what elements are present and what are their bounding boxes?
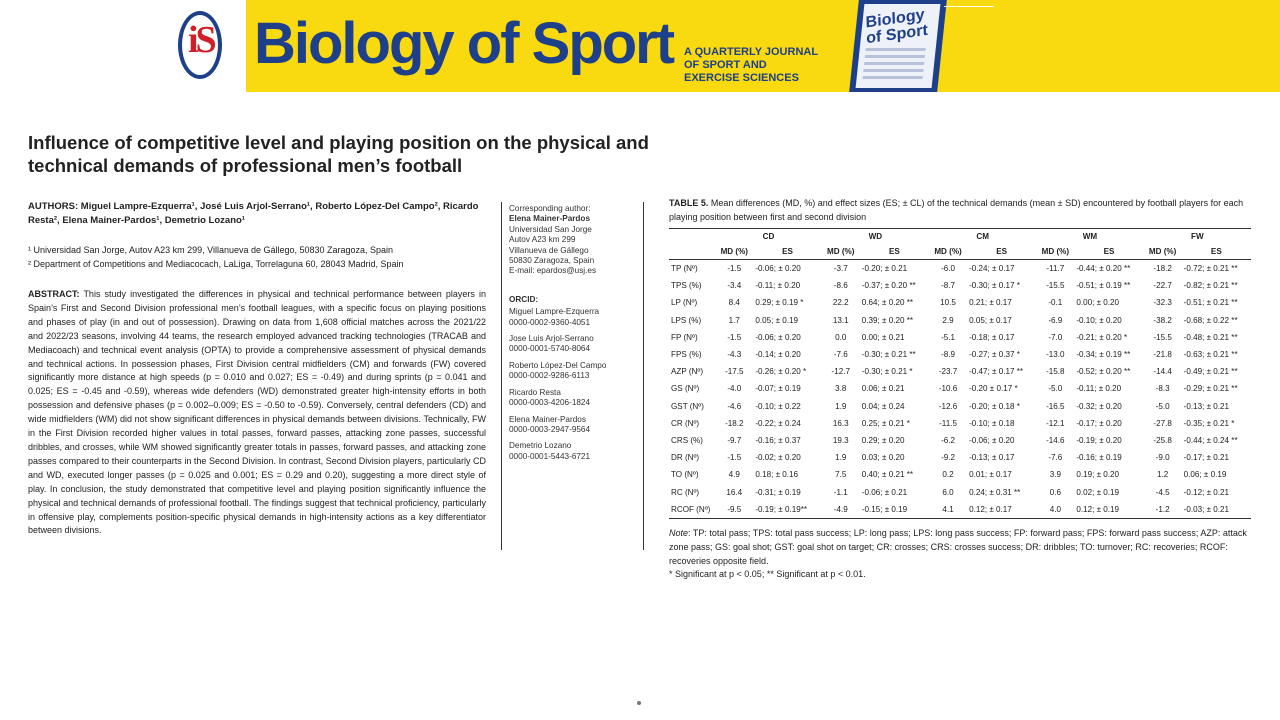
es-cell: 0.25; ± 0.21 * — [861, 418, 910, 428]
es-cell: 0.00; ± 0.20 — [1076, 298, 1120, 308]
table-row — [669, 329, 1251, 346]
orcid-name: Ricardo Resta — [509, 387, 561, 397]
es-cell: -0.68; ± 0.22 ** — [1183, 315, 1238, 325]
md-cell: -1.1 — [833, 487, 848, 497]
es-cell: 0.12; ± 0.19 — [1074, 501, 1143, 519]
es-cell: -0.32; ± 0.20 — [1076, 401, 1122, 411]
orcid-name: Miguel Lampre-Ezquerra — [509, 307, 600, 317]
table-subheader-cell: ES — [860, 244, 929, 260]
journal-subtitle-line: OF SPORT AND — [684, 59, 767, 71]
es-cell: -0.10; ± 0.20 — [1076, 315, 1122, 325]
column-divider — [643, 202, 644, 550]
es-cell: -0.10; ± 0.18 — [969, 418, 1015, 428]
es-cell: -0.17; ± 0.20 — [1076, 418, 1122, 428]
md-cell: -1.5 — [727, 332, 742, 342]
es-cell: 0.24; ± 0.31 ** — [969, 487, 1021, 497]
table-row — [669, 415, 1251, 432]
cover-title: Biology of Sport — [865, 6, 929, 48]
row-label: GST (Nº) — [671, 401, 704, 411]
orcid-name: Demetrio Lozano — [509, 441, 572, 451]
es-cell: 0.05; ± 0.19 — [755, 315, 799, 325]
md-cell: 10.5 — [940, 298, 956, 308]
es-cell: -0.21; ± 0.20 * — [1076, 332, 1128, 342]
md-cell: -14.6 — [1046, 435, 1065, 445]
orcid-entry — [509, 307, 633, 328]
md-cell: -8.6 — [833, 281, 848, 291]
table-subheader-cell: ES — [967, 244, 1036, 260]
table-row — [669, 277, 1251, 294]
md-cell: -6.0 — [941, 264, 956, 274]
abstract-text: This study investigated the differences in physical and technical performance between players in Spain’s First and Second Division professional men’s football leagues, with a specific focus on playing positions and phases of play (in and out of possession). Drawing on data from 1,608 official matches across the 2021/22 and 2022/23 seasons, involving 44 teams, the research employed advanced tracking technologies (TRACAB and Mediacoach) and technical event analysis (OPTA) to provide a comprehensive assessment of physical demands and technical actions. In possession phases, First Division central midfielders (CM) and forwards (FW) covered significantly more distance at high speeds (p = 0.010 and 0.027; ES = -0.49) and during sprints (p = 0.041 and 0.025; ES = -0.45 and -0.59), whereas wide defenders (WD) demonstrated greater high-intensity efforts in both possession and defensive phases (p = 0.002–0.009; ES = -0.50 to -0.59). Conversely, central defenders (CD) and wide midfielders (WM) did not show significant differences in physical demands between divisions. Technically, FW in the First Division recorded higher values in total passes, forward passes, attacking zone passes, successful dribbles, and crosses, while WM showed significantly greater totals in passes, forward passes, and attacking zone passes compared to their counterparts in the Second Division. In contrast, Second Division players, particularly CD and WD, executed longer passes (p = 0.025 and 0.001; ES = 0.29 and 0.20), suggesting a more direct style of play. In conclusion, the study demonstrated that competitive level and playing position significantly influence the physical and technical demands of professional football. The findings suggest that technical proficiency, particularly in offensive play, complements position-specific physical demands in high-intensity actions as a key differentiator between divisions. — [28, 289, 486, 536]
md-cell: -15.5 — [1046, 281, 1065, 291]
journal-name: Biology of Sport — [254, 11, 674, 76]
md-cell: -7.0 — [1048, 332, 1063, 342]
md-cell: 22.2 — [832, 298, 849, 308]
md-cell: -4.9 — [822, 501, 860, 519]
abstract-label: ABSTRACT: — [28, 289, 80, 299]
md-cell: -6.9 — [1048, 315, 1063, 325]
es-cell: -0.20 ± 0.17 * — [969, 384, 1018, 394]
authors-list: Miguel Lampre-Ezquerra¹, José Luis Arjol-Serrano¹, Roberto López-Del Campo², Ricardo Resta², Elena Mainer-Pardos¹, Demetrio Lozano¹ — [28, 201, 479, 226]
md-cell: 19.3 — [832, 435, 849, 445]
es-cell: -0.17; ± 0.21 — [1183, 453, 1230, 463]
table-subheader-cell: ES — [753, 244, 821, 260]
md-cell: -0.1 — [1048, 298, 1063, 308]
es-cell: -0.51; ± 0.21 ** — [1183, 298, 1238, 308]
note-text: : TP: total pass; TPS: total pass success; LP: long pass; LPS: long pass success; FP: forward pass; FPS: forward pass success; AZP: attack zone pass; GS: goal shot; GST: goal shot on target; CR: crosses; CRS: crosses success; DR: dribbles; TO: turnover; RC: recoveries; RCOF: recoveries opposite field. — [669, 528, 1247, 566]
affiliations — [28, 243, 498, 271]
md-cell: 0.6 — [1049, 487, 1061, 497]
md-cell: -3.4 — [727, 281, 742, 291]
md-cell: -9.2 — [941, 453, 956, 463]
es-cell: -0.07; ± 0.19 — [755, 384, 801, 394]
orcid-id[interactable]: 0000-0003-4206-1824 — [509, 398, 591, 408]
data-table — [669, 228, 1251, 519]
es-cell: 0.21; ± 0.17 — [969, 298, 1012, 308]
md-cell: -7.6 — [833, 350, 848, 360]
corresponding-label: Corresponding author: — [509, 204, 591, 213]
orcid-entry — [509, 388, 633, 409]
corresponding-line: Universidad San Jorge — [509, 224, 592, 234]
md-cell: -8.3 — [1155, 384, 1170, 394]
md-cell: -4.3 — [727, 350, 742, 360]
orcid-label: ORCID: — [509, 294, 539, 304]
es-cell: -0.19; ± 0.20 — [1076, 435, 1122, 445]
note-label: Note — [669, 528, 689, 538]
orcid-id[interactable]: 0000-0002-9360-4051 — [509, 317, 591, 327]
table-caption — [669, 196, 1253, 224]
md-cell: -4.5 — [1155, 487, 1170, 497]
row-label: LPS (%) — [671, 315, 702, 325]
row-label: CRS (%) — [671, 435, 703, 445]
table-subheader-row — [669, 244, 1251, 260]
table-subheader-cell: ES — [1074, 244, 1143, 260]
journal-subtitle — [684, 46, 824, 85]
md-cell: -12.6 — [938, 401, 958, 411]
md-cell: 4.9 — [728, 470, 740, 480]
md-cell: -3.7 — [833, 264, 848, 274]
table-row — [669, 312, 1251, 329]
es-cell: -0.44; ± 0.20 ** — [1076, 264, 1131, 274]
md-cell: 16.4 — [726, 487, 743, 497]
es-cell: -0.12; ± 0.21 — [1183, 487, 1230, 497]
md-cell: -5.0 — [1048, 384, 1063, 394]
table-header-blank — [669, 229, 715, 245]
md-cell: -12.7 — [831, 367, 850, 377]
md-cell: 16.3 — [832, 418, 849, 428]
table-header-position: WM — [1036, 229, 1143, 245]
es-cell: -0.30; ± 0.21 ** — [861, 350, 916, 360]
es-cell: -0.02; ± 0.20 — [755, 453, 801, 463]
md-cell: -23.7 — [938, 367, 958, 377]
article-title: Influence of competitive level and playing position on the physical and technical demands of professional men’s football — [28, 132, 649, 176]
es-cell: 0.12; ± 0.17 — [967, 501, 1036, 519]
es-cell: 0.39; ± 0.20 ** — [861, 315, 914, 325]
md-cell: 2.9 — [942, 315, 954, 325]
es-cell: -0.63; ± 0.21 ** — [1183, 350, 1238, 360]
es-cell: -0.06; ± 0.20 — [755, 332, 801, 342]
es-cell: -0.20; ± 0.21 — [861, 264, 908, 274]
es-cell: 0.06; ± 0.21 — [861, 384, 905, 394]
row-label: RCOF (Nº) — [669, 501, 715, 519]
es-cell: 0.18; ± 0.16 — [755, 470, 799, 480]
orcid-id[interactable]: 0000-0002-9286-6113 — [509, 371, 590, 381]
md-cell: -1.5 — [727, 264, 742, 274]
md-cell: 7.5 — [835, 470, 847, 480]
table-header-position: CD — [715, 229, 821, 245]
significance-note: * Significant at p < 0.05; ** Significant at p < 0.01. — [669, 569, 866, 580]
md-cell: -21.8 — [1153, 350, 1172, 360]
es-cell: -0.22; ± 0.24 — [755, 418, 801, 428]
md-cell: -13.0 — [1046, 350, 1065, 360]
md-cell: -10.6 — [938, 384, 958, 394]
row-label: GS (Nº) — [671, 384, 700, 394]
table-row — [669, 260, 1251, 278]
orcid-name: Elena Mainer-Pardos — [509, 414, 586, 424]
row-label: AZP (Nº) — [671, 367, 704, 377]
es-cell: -0.18; ± 0.17 — [969, 332, 1015, 342]
row-label: TP (Nº) — [671, 264, 698, 274]
es-cell: -0.26; ± 0.20 * — [755, 367, 807, 377]
es-cell: -0.16; ± 0.19 — [1076, 453, 1122, 463]
table-notes — [669, 527, 1253, 582]
es-cell: -0.44; ± 0.24 ** — [1183, 435, 1238, 445]
md-cell: 1.7 — [728, 315, 740, 325]
table-caption-text: Mean differences (MD, %) and effect sizes (ES; ± CL) of the technical demands (mean ± SD) encountered by football players for each playing position between first and second division — [669, 198, 1244, 222]
column-divider — [501, 202, 502, 550]
es-cell: -0.06; ± 0.21 — [861, 487, 908, 497]
es-cell: -0.03; ± 0.21 — [1182, 501, 1251, 519]
md-cell: -18.2 — [725, 418, 744, 428]
es-cell: -0.14; ± 0.20 — [755, 350, 801, 360]
es-cell: -0.51; ± 0.19 ** — [1076, 281, 1131, 291]
es-cell: -0.10; ± 0.22 — [755, 401, 801, 411]
md-cell: 3.9 — [1049, 470, 1061, 480]
row-label: FPS (%) — [671, 350, 702, 360]
table-header-position: CM — [929, 229, 1036, 245]
es-cell: -0.13; ± 0.21 — [1183, 401, 1230, 411]
es-cell: -0.30; ± 0.17 * — [969, 281, 1020, 291]
table-row — [669, 483, 1251, 500]
md-cell: 1.9 — [835, 401, 847, 411]
es-cell: -0.82; ± 0.21 ** — [1183, 281, 1238, 291]
table-row — [669, 363, 1251, 380]
affiliation: ² Department of Competitions and Mediacocach, LaLiga, Torrelaguna 60, 28043 Madrid, Spain — [28, 259, 404, 269]
orcid-entry — [509, 334, 633, 355]
corresponding-email[interactable]: E-mail: epardos@usj.es — [509, 266, 597, 276]
orcid-id[interactable]: 0000-0001-5443-6721 — [509, 451, 591, 461]
orcid-entry — [509, 441, 633, 462]
es-cell: -0.48; ± 0.21 ** — [1183, 332, 1238, 342]
md-cell: -1.2 — [1144, 501, 1182, 519]
es-cell: 0.19; ± 0.20 — [1076, 470, 1120, 480]
table-subheader-cell: MD (%) — [715, 244, 753, 260]
journal-cover-image — [849, 0, 947, 92]
es-cell: -0.31; ± 0.19 — [755, 487, 801, 497]
row-label: TO (Nº) — [671, 470, 699, 480]
md-cell: 13.1 — [832, 315, 849, 325]
table-row — [669, 398, 1251, 415]
md-cell: 1.9 — [835, 453, 847, 463]
es-cell: -0.37; ± 0.20 ** — [861, 281, 916, 291]
md-cell: -17.5 — [725, 367, 744, 377]
corresponding-line: 50830 Zaragoza, Spain — [509, 256, 595, 266]
es-cell: 0.06; ± 0.19 — [1183, 470, 1227, 480]
table-row — [669, 346, 1251, 363]
md-cell: -9.5 — [715, 501, 753, 519]
md-cell: -14.4 — [1153, 367, 1172, 377]
md-cell: -4.6 — [727, 401, 742, 411]
table-subheader-cell: MD (%) — [929, 244, 967, 260]
md-cell: -18.2 — [1153, 264, 1172, 274]
md-cell: 4.0 — [1036, 501, 1074, 519]
md-cell: 8.4 — [728, 298, 740, 308]
es-cell: 0.40; ± 0.21 ** — [861, 470, 914, 480]
es-cell: 0.02; ± 0.19 — [1076, 487, 1120, 497]
es-cell: -0.49; ± 0.21 ** — [1183, 367, 1238, 377]
abstract — [28, 288, 486, 538]
table-body — [669, 260, 1251, 519]
table-row — [669, 501, 1251, 519]
table-subheader-blank — [669, 244, 715, 260]
table-note — [669, 527, 1253, 568]
md-cell: -7.6 — [1048, 453, 1063, 463]
es-cell: 0.00; ± 0.21 — [861, 332, 905, 342]
corresponding-line: Autov A23 km 299 — [509, 235, 576, 245]
es-cell: 0.64; ± 0.20 ** — [861, 298, 914, 308]
es-cell: -0.16; ± 0.37 — [755, 435, 801, 445]
banner-rule — [944, 6, 994, 7]
es-cell: -0.47; ± 0.17 ** — [969, 367, 1023, 377]
md-cell: -6.2 — [941, 435, 956, 445]
table-subheader-cell: MD (%) — [1036, 244, 1074, 260]
es-cell: 0.03; ± 0.20 — [861, 453, 905, 463]
row-label: LP (Nº) — [671, 298, 698, 308]
table-row — [669, 294, 1251, 311]
table-label: TABLE 5. — [669, 198, 709, 208]
table-header-row — [669, 229, 1251, 245]
md-cell: -4.0 — [727, 384, 742, 394]
es-cell: -0.15; ± 0.19 — [860, 501, 929, 519]
es-cell: 0.05; ± 0.17 — [969, 315, 1012, 325]
table-row — [669, 449, 1251, 466]
journal-subtitle-line: EXERCISE SCIENCES — [684, 72, 799, 84]
orcid-name: Jose Luis Arjol-Serrano — [509, 334, 594, 344]
table-subheader-cell: ES — [1182, 244, 1251, 260]
md-cell: -9.0 — [1155, 453, 1170, 463]
table-row — [669, 466, 1251, 483]
orcid-name: Roberto López-Del Campo — [509, 360, 607, 370]
es-cell: -0.11; ± 0.20 — [755, 281, 801, 291]
es-cell: 0.04; ± 0.24 — [861, 401, 905, 411]
md-cell: -22.7 — [1153, 281, 1172, 291]
journal-subtitle-line: A QUARTERLY JOURNAL — [684, 46, 819, 58]
es-cell: -0.35; ± 0.21 * — [1183, 418, 1235, 428]
slide-dot — [637, 701, 641, 705]
row-label: RC (Nº) — [671, 487, 700, 497]
es-cell: -0.13; ± 0.17 — [969, 453, 1015, 463]
es-cell: 0.29; ± 0.19 * — [755, 298, 804, 308]
authors — [28, 200, 498, 228]
md-cell: -11.7 — [1046, 264, 1065, 274]
es-cell: -0.19; ± 0.19** — [753, 501, 821, 519]
es-cell: 0.01; ± 0.17 — [969, 470, 1012, 480]
md-cell: -15.5 — [1153, 332, 1172, 342]
corresponding-name: Elena Mainer-Pardos — [509, 214, 590, 224]
md-cell: -27.8 — [1153, 418, 1172, 428]
md-cell: -15.8 — [1046, 367, 1065, 377]
row-label: TPS (%) — [671, 281, 702, 291]
md-cell: -38.2 — [1153, 315, 1172, 325]
md-cell: -32.3 — [1153, 298, 1172, 308]
es-cell: -0.06; ± 0.20 — [969, 435, 1015, 445]
journal-logo-mark: iS — [188, 19, 214, 61]
md-cell: -9.7 — [727, 435, 742, 445]
es-cell: -0.34; ± 0.19 ** — [1076, 350, 1131, 360]
es-cell: -0.72; ± 0.21 ** — [1183, 264, 1238, 274]
row-label: DR (Nº) — [671, 453, 700, 463]
md-cell: 0.0 — [835, 332, 847, 342]
md-cell: -25.8 — [1153, 435, 1172, 445]
row-label: CR (Nº) — [671, 418, 700, 428]
es-cell: 0.29; ± 0.20 — [861, 435, 905, 445]
orcid-entry — [509, 415, 633, 436]
cover-lines — [862, 48, 926, 83]
table-header-position: WD — [822, 229, 929, 245]
md-cell: 3.8 — [835, 384, 847, 394]
es-cell: -0.27; ± 0.37 * — [969, 350, 1020, 360]
md-cell: -8.7 — [941, 281, 956, 291]
es-cell: -0.29; ± 0.21 ** — [1183, 384, 1238, 394]
row-label: FP (Nº) — [671, 332, 698, 342]
es-cell: -0.24; ± 0.17 — [969, 264, 1015, 274]
md-cell: 1.2 — [1157, 470, 1169, 480]
authors-label: AUTHORS: — [28, 201, 79, 212]
md-cell: 0.2 — [942, 470, 954, 480]
md-cell: -11.5 — [939, 418, 957, 428]
md-cell: -16.5 — [1046, 401, 1065, 411]
es-cell: -0.20; ± 0.18 * — [969, 401, 1020, 411]
affiliation: ¹ Universidad San Jorge, Autov A23 km 299, Villanueva de Gállego, 50830 Zaragoza, Spain — [28, 245, 394, 255]
table-row — [669, 380, 1251, 397]
es-cell: -0.06; ± 0.20 — [755, 264, 801, 274]
md-cell: -5.1 — [941, 332, 956, 342]
md-cell: -5.0 — [1155, 401, 1170, 411]
table-subheader-cell: MD (%) — [822, 244, 860, 260]
es-cell: -0.11; ± 0.20 — [1076, 384, 1122, 394]
corresponding-line: Villanueva de Gállego — [509, 245, 589, 255]
orcid-id[interactable]: 0000-0003-2947-9564 — [509, 424, 591, 434]
es-cell: -0.52; ± 0.20 ** — [1076, 367, 1131, 377]
orcid-entry — [509, 361, 633, 382]
table-header-position: FW — [1144, 229, 1251, 245]
md-cell: 6.0 — [942, 487, 954, 497]
md-cell: -12.1 — [1046, 418, 1065, 428]
es-cell: -0.30; ± 0.21 * — [861, 367, 913, 377]
table-subheader-cell: MD (%) — [1144, 244, 1182, 260]
md-cell: -8.9 — [941, 350, 956, 360]
md-cell: 4.1 — [929, 501, 967, 519]
table-row — [669, 432, 1251, 449]
md-cell: -1.5 — [727, 453, 742, 463]
orcid-id[interactable]: 0000-0001-5740-8064 — [509, 344, 591, 354]
side-column — [509, 204, 633, 468]
